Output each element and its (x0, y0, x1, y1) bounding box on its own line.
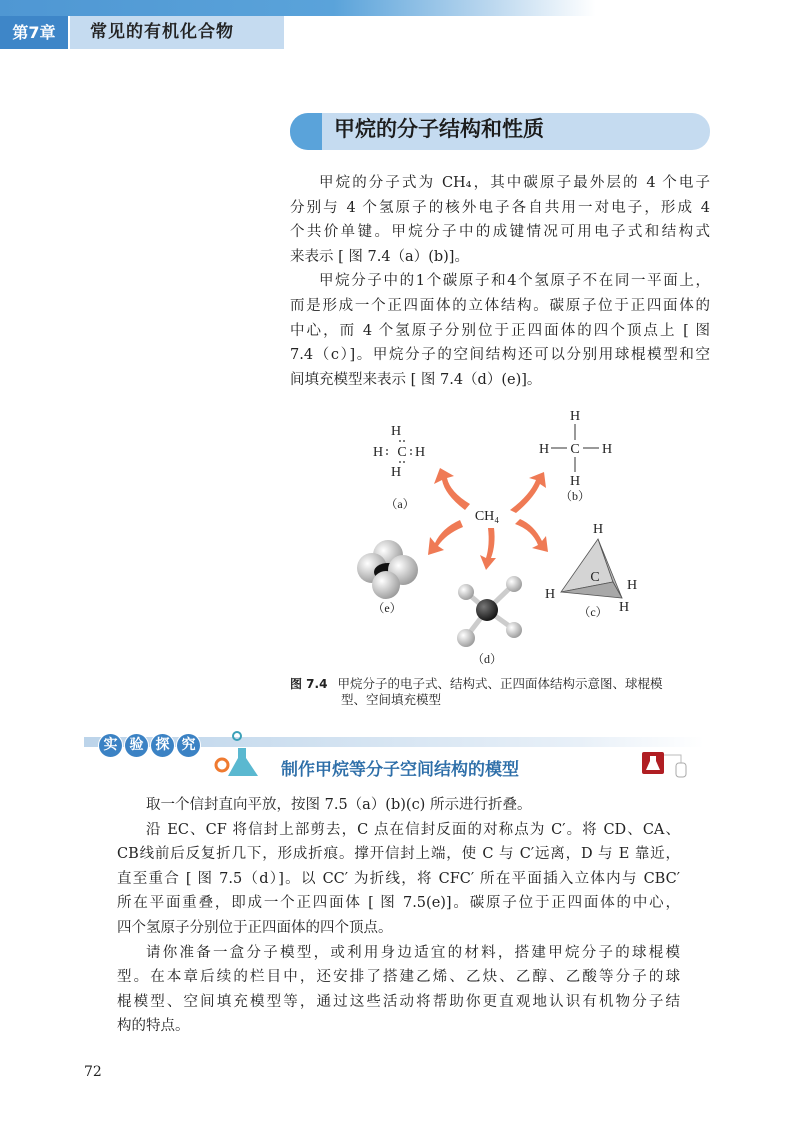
svg-text:C: C (570, 442, 580, 457)
figure-7-4 (350, 400, 670, 675)
caption-line: 甲烷分子的电子式、结构式、正四面体结构示意图、球棍模 (337, 676, 663, 691)
ch4-center: CH₄ (474, 509, 500, 524)
text-line: 棍模型、空间填充模型等，通过这些活动将帮助你更直观地认识有机物分子结 (117, 993, 680, 1010)
text-line: 中心，而 4 个氢原子分别位于正四面体的四个顶点上 [ 图 (290, 322, 710, 339)
arrow-icon (515, 519, 548, 552)
label-c: （c） (578, 605, 608, 619)
figure-caption (290, 676, 720, 708)
svg-text:H: H (390, 424, 402, 439)
text-line: 而是形成一个正四面体的立体结构。碳原子位于正四面体的 (290, 297, 710, 314)
text-line: 直至重合 [ 图 7.5（d）]。以 CC′ 为折线，将 CFC′ 所在平面插入立体内与 CBC′ (117, 870, 680, 887)
svg-text:C: C (590, 570, 600, 585)
experiment-badge (98, 733, 201, 758)
chapter-number: 第7章 (0, 16, 68, 49)
text-line: 甲烷分子中的1个碳原子和4个氢原子不在同一平面上， (319, 273, 710, 290)
arrow-icon (480, 528, 496, 570)
caption-line: 型、空间填充模型 (341, 692, 442, 707)
svg-text:H: H (618, 600, 630, 615)
chapter-title: 常见的有机化合物 (70, 16, 284, 49)
label-e: （e） (372, 601, 402, 615)
text-line: 7.4（c）]。甲烷分子的空间结构还可以分别用球棍模型和空 (290, 347, 710, 364)
header-bar (0, 0, 794, 16)
text-line: CB线前后反复折几下，形成折痕。撑开信封上端，使 C 与 C′远离，D 与 E 靠近， (117, 846, 680, 863)
svg-text:H: H (601, 442, 613, 457)
text-line: 分别与 4 个氢原子的核外电子各自共用一对电子，形成 4 (290, 199, 710, 216)
text-line: 构的特点。 (117, 1018, 190, 1035)
arrow-icon (434, 468, 470, 510)
experiment-title: 制作甲烷等分子空间结构的模型 (281, 760, 519, 780)
svg-text:H: H (372, 445, 384, 460)
intro-text (290, 171, 710, 392)
svg-text:H: H (569, 474, 581, 489)
electron-formula (373, 424, 425, 511)
text-line: 请你准备一盒分子模型，或利用身边适宜的材料，搭建甲烷分子的球棍模 (146, 944, 680, 961)
svg-text:H: H (626, 578, 638, 593)
svg-text:C: C (397, 445, 407, 460)
section-title: 甲烷的分子结构和性质 (334, 117, 544, 141)
svg-text:H: H (544, 587, 556, 602)
flask-gear-icon (208, 728, 264, 780)
text-line: 取一个信封直向平放，按图 7.5（a）(b)(c) 所示进行折叠。 (146, 797, 532, 813)
arrow-icon (428, 520, 463, 555)
heading-cap (290, 113, 322, 150)
ball-and-stick-model (457, 576, 522, 666)
badge-char: 实 (98, 733, 123, 758)
section-heading (290, 113, 710, 150)
structural-formula (539, 409, 612, 503)
page-number: 72 (84, 1064, 102, 1080)
text-line: 型。在本章后续的栏目中，还安排了搭建乙烯、乙炔、乙醇、乙酸等分子的球 (117, 969, 680, 986)
text-line: 甲烷的分子式为 CH₄，其中碳原子最外层的 4 个电子 (319, 175, 710, 191)
tetrahedron-diagram (545, 522, 637, 619)
svg-text:H: H (569, 409, 581, 424)
text-line: 所在平面重叠，即成一个正四面体 [ 图 7.5(e)]。碳原子位于正四面体的中心， (117, 895, 680, 912)
svg-text:H: H (390, 465, 402, 480)
svg-text:H: H (414, 445, 426, 460)
text-line: 间填充模型来表示 [ 图 7.4（d）(e)]。 (290, 371, 542, 388)
text-line: 四个氢原子分别位于正四面体的四个顶点。 (117, 919, 393, 936)
caption-number: 图 7.4 (290, 677, 328, 691)
label-b: （b） (559, 489, 591, 503)
badge-char: 探 (150, 733, 175, 758)
badge-char: 究 (176, 733, 201, 758)
badge-char: 验 (124, 733, 149, 758)
text-line: 来表示 [ 图 7.4（a）(b)]。 (290, 248, 469, 265)
label-a: （a） (385, 497, 415, 511)
text-line: 沿 EC、CF 将信封上部剪去，C 点在信封反面的对称点为 C′。将 CD、CA、 (146, 821, 680, 838)
arrow-icon (510, 472, 546, 513)
svg-text:H: H (538, 442, 550, 457)
label-d: （d） (471, 652, 503, 666)
svg-text:H: H (592, 522, 604, 537)
space-filling-model (357, 540, 418, 615)
text-line: 个共价单键。甲烷分子中的成键情况可用电子式和结构式 (290, 224, 710, 241)
lab-icon (641, 751, 701, 779)
experiment-text (117, 793, 680, 1039)
